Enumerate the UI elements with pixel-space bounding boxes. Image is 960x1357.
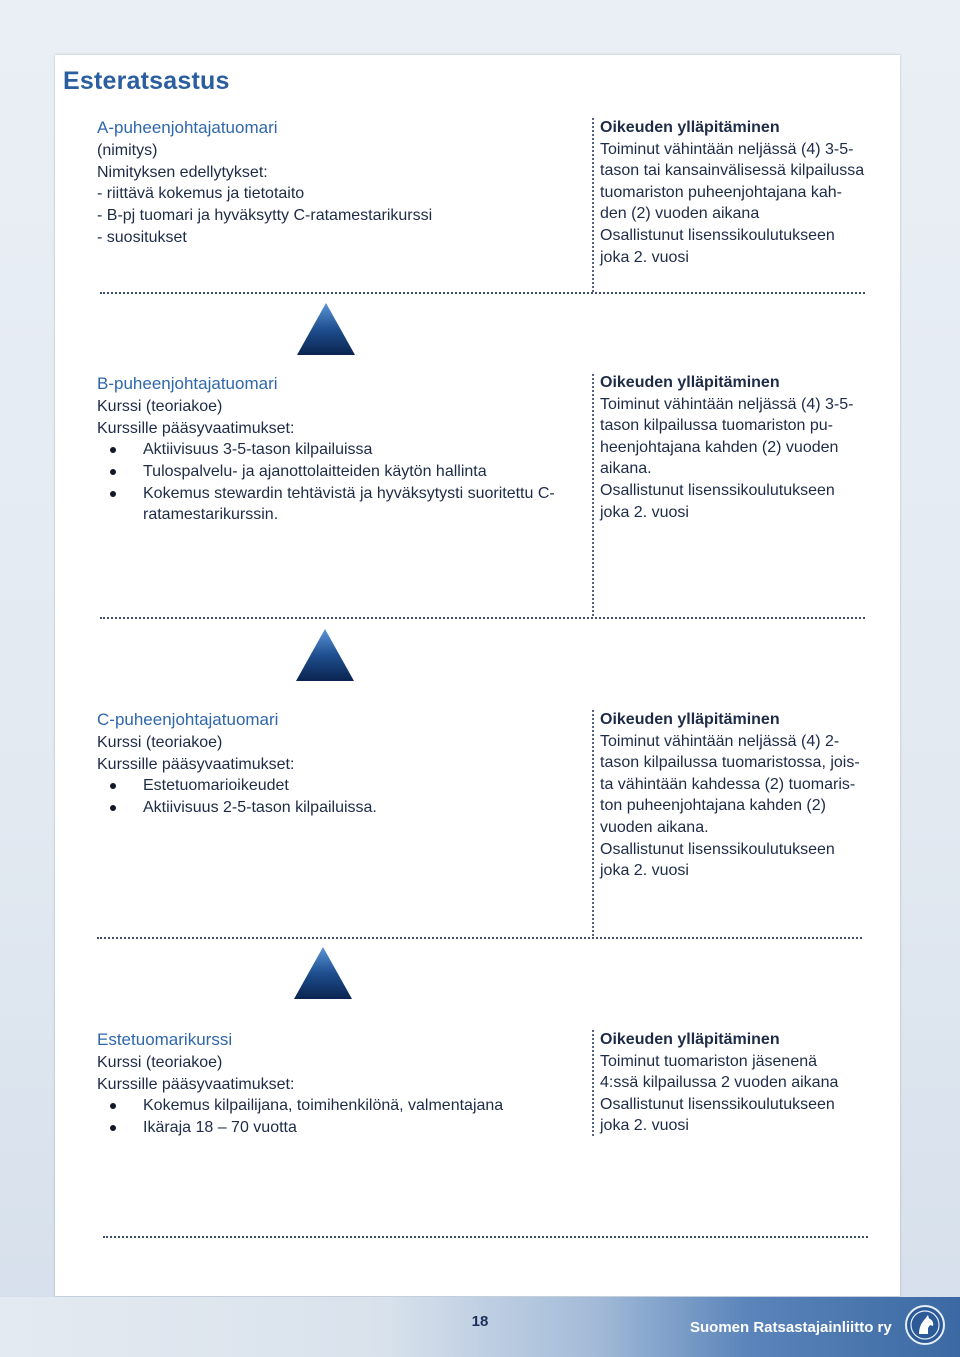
bullet-text: Estetuomarioikeudet	[143, 777, 289, 795]
maintenance-line: joka 2. vuosi	[600, 248, 689, 266]
bullet-item	[97, 1095, 577, 1117]
requirement-line: Kurssi (teoriakoe)	[97, 1054, 223, 1071]
maintenance-line: ton puheenjohtajana kahden (2)	[600, 797, 826, 815]
bullet-text: Aktiivisuus 2-5-tason kilpailuissa.	[143, 799, 377, 817]
maintenance-line: heenjohtajana kahden (2) vuoden	[600, 438, 839, 456]
maintenance-line: den (2) vuoden aikana	[600, 205, 760, 223]
bullet-dot-icon	[110, 805, 116, 811]
section-divider	[100, 292, 865, 294]
judge-level-heading: B-puheenjohtajatuomari	[97, 374, 278, 393]
section-b-maintenance	[600, 372, 895, 523]
bullet-item	[97, 1117, 577, 1139]
maintenance-line: 4:ssä kilpailussa 2 vuoden aikana	[600, 1074, 839, 1092]
section-c-requirements	[97, 708, 577, 819]
maintenance-line: Toiminut vähintään neljässä (4) 2-	[600, 732, 840, 750]
requirement-line: Kurssi (teoriakoe)	[97, 734, 223, 751]
requirement-line: - suositukset	[97, 228, 187, 246]
bullet-dot-icon	[110, 469, 116, 475]
maintenance-heading: Oikeuden ylläpitäminen	[600, 374, 780, 391]
section-a-requirements	[97, 116, 577, 248]
bullet-item	[97, 775, 577, 797]
bullet-dot-icon	[110, 491, 116, 497]
section-obstacle-judge-maintenance	[600, 1029, 895, 1137]
maintenance-line: tason kilpailussa tuomariston pu-	[600, 417, 834, 435]
maintenance-heading: Oikeuden ylläpitäminen	[600, 119, 780, 136]
federation-logo-icon	[904, 1304, 946, 1346]
bullet-item	[97, 461, 577, 483]
triangle-up-icon	[295, 628, 355, 681]
maintenance-line: ta vähintään kahdessa (2) tuomaris-	[600, 775, 856, 793]
judge-level-heading: A-puheenjohtajatuomari	[97, 118, 278, 137]
maintenance-heading: Oikeuden ylläpitäminen	[600, 711, 780, 728]
bullet-text: Aktiivisuus 3-5-tason kilpailuissa	[143, 441, 373, 459]
maintenance-line: aikana.	[600, 460, 652, 478]
maintenance-line: joka 2. vuosi	[600, 1117, 689, 1135]
maintenance-heading: Oikeuden ylläpitäminen	[600, 1031, 780, 1048]
maintenance-line: Osallistunut lisenssikoulutukseen	[600, 840, 835, 858]
requirement-line: - B-pj tuomari ja hyväksytty C-ratamestarikurssi	[97, 207, 433, 225]
triangle-up-icon	[296, 302, 356, 355]
footer-org-name: Suomen Ratsastajainliitto ry	[690, 1319, 892, 1336]
column-divider	[592, 1030, 594, 1136]
bullet-continuation	[97, 504, 577, 526]
requirement-line: Kurssille pääsyvaatimukset:	[97, 1075, 295, 1093]
page-number: 18	[471, 1313, 489, 1330]
maintenance-line: Toiminut vähintään neljässä (4) 3-5-	[600, 140, 854, 158]
maintenance-line: tason kilpailussa tuomaristossa, jois-	[600, 754, 860, 772]
requirement-line: Nimityksen edellytykset:	[97, 163, 268, 181]
column-divider	[592, 118, 594, 292]
maintenance-line: Osallistunut lisenssikoulutukseen	[600, 481, 835, 499]
bullet-text: Kokemus stewardin tehtävistä ja hyväksytysti suoritettu C-	[143, 484, 555, 502]
page-title: Esteratsastus	[63, 67, 230, 95]
requirement-line: Kurssille pääsyvaatimukset:	[97, 419, 295, 437]
bullet-item	[97, 797, 577, 819]
maintenance-line: Osallistunut lisenssikoulutukseen	[600, 226, 835, 244]
maintenance-line: joka 2. vuosi	[600, 862, 689, 880]
bullet-dot-icon	[110, 1103, 116, 1109]
section-a-maintenance	[600, 117, 895, 268]
maintenance-line: Toiminut vähintään neljässä (4) 3-5-	[600, 395, 854, 413]
requirement-line: Kurssi (teoriakoe)	[97, 398, 223, 415]
bullet-text: Tulospalvelu- ja ajanottolaitteiden käytön hallinta	[143, 463, 487, 481]
bullet-text: Kokemus kilpailijana, toimihenkilönä, valmentajana	[143, 1097, 504, 1115]
section-divider	[100, 617, 865, 619]
bullet-dot-icon	[110, 447, 116, 453]
maintenance-line: Osallistunut lisenssikoulutukseen	[600, 1095, 835, 1113]
bullet-text: Ikäraja 18 – 70 vuotta	[143, 1119, 297, 1137]
requirement-line: - riittävä kokemus ja tietotaito	[97, 185, 305, 203]
column-divider	[592, 374, 594, 616]
bullet-text: ratamestarikurssin.	[143, 506, 279, 524]
requirement-line: (nimitys)	[97, 142, 158, 159]
bullet-dot-icon	[110, 1125, 116, 1131]
bullet-item	[97, 439, 577, 461]
maintenance-line: tuomariston puheenjohtajana kah-	[600, 183, 842, 201]
bullet-item	[97, 483, 577, 505]
maintenance-line: vuoden aikana.	[600, 818, 709, 836]
requirement-line: Kurssille pääsyvaatimukset:	[97, 755, 295, 773]
section-b-requirements	[97, 372, 577, 526]
judge-level-heading: Estetuomarikurssi	[97, 1030, 233, 1049]
section-obstacle-judge-requirements	[97, 1028, 577, 1139]
triangle-up-icon	[293, 946, 353, 999]
section-divider	[97, 937, 862, 939]
column-divider	[592, 710, 594, 936]
section-divider	[103, 1236, 868, 1238]
maintenance-line: tason tai kansainvälisessä kilpailussa	[600, 162, 865, 180]
maintenance-line: joka 2. vuosi	[600, 503, 689, 521]
maintenance-line: Toiminut tuomariston jäsenenä	[600, 1052, 818, 1070]
section-c-maintenance	[600, 709, 895, 882]
judge-level-heading: C-puheenjohtajatuomari	[97, 710, 279, 729]
bullet-dot-icon	[110, 783, 116, 789]
